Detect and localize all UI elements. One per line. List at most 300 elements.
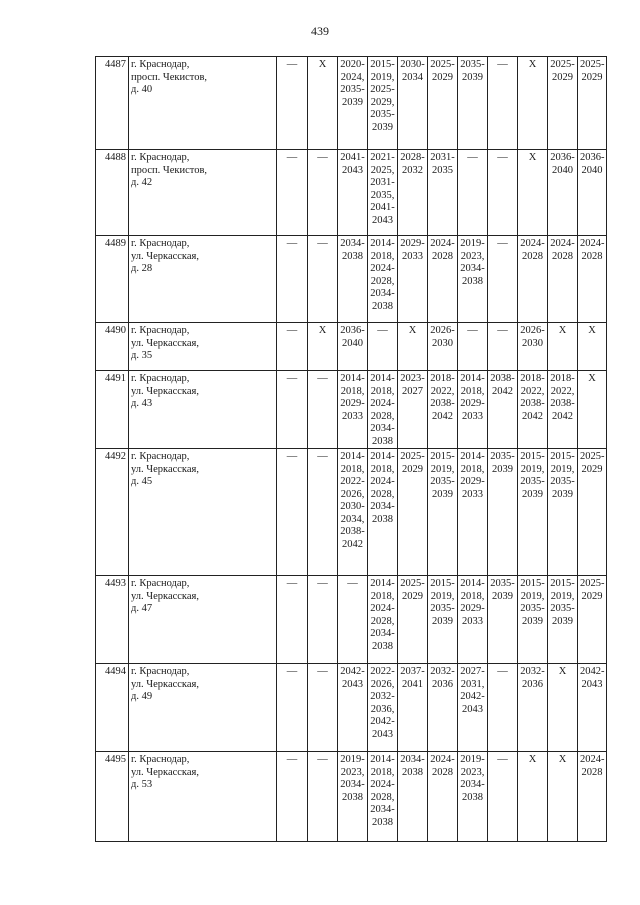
period-value: 2024-	[370, 263, 395, 274]
period-cell	[277, 371, 308, 449]
period-value: 2043	[372, 728, 393, 740]
period-value: 2014-	[340, 373, 365, 384]
period-cell	[368, 752, 398, 842]
period-value: 2014-	[460, 451, 485, 462]
address-cell	[129, 371, 277, 449]
period-value: 2014-	[370, 238, 395, 249]
period-value: 2019,	[520, 463, 545, 475]
period-value: 2029-	[400, 238, 425, 249]
period-cell	[458, 449, 488, 576]
period-value: 2034-	[460, 779, 485, 790]
period-value: 2038-	[430, 398, 455, 409]
period-value: 2024-	[550, 238, 575, 249]
period-value: 2025-	[400, 451, 425, 462]
table-row	[96, 664, 607, 752]
period-value: 2034-	[370, 423, 395, 434]
period-value: 2038	[342, 791, 363, 803]
period-value: 2042	[552, 410, 573, 422]
period-value: 2033	[462, 615, 483, 627]
period-cell	[428, 752, 458, 842]
period-value: —	[286, 238, 298, 249]
period-value: 2029	[402, 590, 423, 602]
period-value: 2033	[342, 410, 363, 422]
period-value: 2019,	[430, 463, 455, 475]
address-cell	[129, 57, 277, 150]
period-value: 2025-	[580, 451, 605, 462]
period-value: —	[347, 578, 358, 589]
period-cell	[368, 664, 398, 752]
period-value: X	[528, 59, 537, 70]
period-value: 2043	[342, 678, 363, 690]
period-cell	[518, 323, 548, 371]
address-line: д. 40	[131, 84, 153, 95]
address-line: г. Краснодар,	[131, 451, 190, 462]
period-cell	[398, 664, 428, 752]
period-value: 2029	[432, 71, 453, 83]
period-cell	[338, 576, 368, 664]
address-line: д. 28	[131, 263, 153, 274]
address-cell	[129, 323, 277, 371]
period-value: 2019,	[430, 590, 455, 602]
period-value: 2038	[372, 300, 393, 312]
period-cell	[277, 57, 308, 150]
period-value: 2036	[522, 678, 543, 690]
period-value: 2029	[402, 463, 423, 475]
period-value: 2034-	[400, 754, 425, 765]
period-value: 2035-	[460, 59, 485, 70]
period-value: 2042-	[370, 716, 395, 727]
period-value: 2040	[552, 164, 573, 176]
period-value: 2025-	[580, 59, 605, 70]
period-cell	[548, 576, 578, 664]
period-value: X	[558, 325, 567, 336]
period-value: 2019,	[520, 590, 545, 602]
address-line: г. Краснодар,	[131, 238, 190, 249]
period-value: 2035-	[520, 603, 545, 614]
period-value: 2014-	[460, 373, 485, 384]
period-cell	[548, 664, 578, 752]
period-value: 2035-	[430, 476, 455, 487]
period-value: 2023,	[460, 250, 485, 262]
period-value: 2041-	[370, 202, 395, 213]
period-value: 2043	[581, 678, 603, 690]
period-cell	[428, 449, 458, 576]
row-number: 4493	[96, 576, 129, 664]
period-cell	[368, 449, 398, 576]
period-cell	[548, 323, 578, 371]
period-value: 2018-	[520, 373, 545, 384]
period-value: 2026-	[520, 325, 545, 336]
period-value: —	[317, 238, 328, 249]
period-value: 2036,	[370, 703, 395, 715]
row-number: 4494	[96, 664, 129, 752]
period-value: 2025-	[430, 59, 455, 70]
period-value: 2029,	[370, 96, 395, 108]
period-value: 2024-	[430, 754, 455, 765]
period-value: —	[497, 325, 508, 336]
period-value: 2035-	[370, 109, 395, 120]
period-cell	[548, 236, 578, 323]
period-value: 2028,	[370, 410, 395, 422]
period-value: X	[318, 325, 327, 336]
period-cell	[308, 449, 338, 576]
period-value: 2034,	[340, 513, 365, 525]
period-value: —	[497, 238, 508, 249]
period-value: —	[317, 152, 328, 163]
period-cell	[277, 576, 308, 664]
address-line: ул. Черкасская,	[131, 590, 199, 602]
period-cell	[488, 57, 518, 150]
period-cell	[578, 323, 607, 371]
period-value: 2042	[522, 410, 543, 422]
address-line: г. Краснодар,	[131, 152, 190, 163]
address-line: д. 35	[131, 350, 153, 361]
period-value: 2028	[432, 766, 453, 778]
period-value: X	[558, 754, 567, 765]
table-row	[96, 752, 607, 842]
period-value: 2029-	[460, 603, 485, 614]
period-value: 2039	[492, 463, 513, 475]
period-value: 2039	[342, 96, 363, 108]
period-cell	[368, 57, 398, 150]
table-row	[96, 150, 607, 236]
row-number: 4489	[96, 236, 129, 323]
period-value: 2038-	[520, 398, 545, 409]
period-value: 2029	[581, 71, 603, 83]
period-value: 2038	[372, 435, 393, 447]
period-cell	[338, 150, 368, 236]
period-value: 2019,	[550, 463, 575, 475]
table-row	[96, 576, 607, 664]
period-value: 2036-	[340, 325, 365, 336]
period-cell	[398, 57, 428, 150]
period-cell	[308, 576, 338, 664]
period-cell	[308, 664, 338, 752]
period-value: —	[497, 666, 508, 677]
period-value: 2043	[342, 164, 363, 176]
period-cell	[578, 57, 607, 150]
period-cell	[368, 371, 398, 449]
table-row	[96, 57, 607, 150]
period-value: 2019,	[370, 71, 395, 83]
period-value: 2032-	[520, 666, 545, 677]
period-value: 2039	[372, 121, 393, 133]
period-value: 2018,	[370, 463, 395, 475]
period-cell	[428, 371, 458, 449]
period-value: 2029-	[340, 398, 365, 409]
period-value: 2033	[462, 488, 483, 500]
period-value: 2015-	[520, 451, 545, 462]
period-value: 2038	[372, 513, 393, 525]
period-value: 2039	[522, 488, 543, 500]
period-value: 2029	[552, 71, 573, 83]
period-value: 2018,	[370, 590, 395, 602]
address-cell	[129, 664, 277, 752]
period-cell	[368, 236, 398, 323]
address-line: г. Краснодар,	[131, 754, 190, 765]
address-line: г. Краснодар,	[131, 325, 190, 336]
period-value: 2039	[492, 590, 513, 602]
address-cell	[129, 576, 277, 664]
period-value: 2024,	[340, 71, 365, 83]
period-value: —	[317, 373, 328, 384]
address-cell	[129, 150, 277, 236]
period-value: 2015-	[430, 451, 455, 462]
period-value: 2042	[432, 410, 453, 422]
period-cell	[398, 323, 428, 371]
period-cell	[368, 576, 398, 664]
period-cell	[578, 236, 607, 323]
period-cell	[518, 371, 548, 449]
period-value: 2030	[432, 337, 453, 349]
period-value: 2043	[462, 703, 483, 715]
period-value: 2028	[552, 250, 573, 262]
period-value: —	[286, 59, 298, 70]
period-value: 2018-	[550, 373, 575, 384]
period-cell	[488, 449, 518, 576]
period-value: X	[528, 754, 537, 765]
period-cell	[398, 371, 428, 449]
period-value: 2015-	[520, 578, 545, 589]
period-value: 2022-	[340, 476, 365, 487]
address-line: просп. Чекистов,	[131, 164, 208, 176]
period-value: 2038-	[550, 398, 575, 409]
period-cell	[368, 150, 398, 236]
period-value: 2025-	[580, 578, 605, 589]
period-cell	[308, 57, 338, 150]
period-value: 2022,	[430, 385, 455, 397]
period-value: 2031-	[370, 177, 395, 188]
period-value: X	[318, 59, 327, 70]
address-line: д. 53	[131, 779, 153, 790]
period-value: 2031-	[430, 152, 455, 163]
period-value: 2022,	[520, 385, 545, 397]
period-cell	[428, 323, 458, 371]
address-line: д. 49	[131, 691, 153, 702]
period-value: 2024-	[580, 238, 605, 249]
address-line: д. 45	[131, 476, 153, 487]
period-value: 2034-	[340, 779, 365, 790]
period-value: 2024-	[370, 603, 395, 614]
period-value: 2028	[522, 250, 543, 262]
period-value: 2040	[581, 164, 603, 176]
period-cell	[548, 449, 578, 576]
address-line: ул. Черкасская,	[131, 337, 199, 349]
period-value: —	[317, 578, 328, 589]
period-cell	[338, 236, 368, 323]
period-value: 2023-	[400, 373, 425, 384]
table-row	[96, 236, 607, 323]
period-value: X	[528, 152, 537, 163]
period-cell	[548, 752, 578, 842]
period-value: —	[286, 451, 298, 462]
period-value: —	[317, 451, 328, 462]
period-value: 2043	[372, 214, 393, 226]
period-value: 2038-	[490, 373, 515, 384]
address-cell	[129, 236, 277, 323]
period-cell	[578, 449, 607, 576]
period-cell	[578, 371, 607, 449]
period-value: 2038	[372, 816, 393, 828]
period-value: 2034-	[340, 238, 365, 249]
period-cell	[488, 150, 518, 236]
period-cell	[277, 150, 308, 236]
address-line: ул. Черкасская,	[131, 463, 199, 475]
address-line: ул. Черкасская,	[131, 250, 199, 262]
period-value: 2023,	[460, 766, 485, 778]
period-value: 2033	[462, 410, 483, 422]
period-value: 2036-	[580, 152, 605, 163]
period-cell	[398, 236, 428, 323]
period-value: 2014-	[340, 451, 365, 462]
period-value: X	[408, 325, 417, 336]
period-value: 2035-	[490, 578, 515, 589]
period-value: 2042-	[460, 691, 485, 702]
period-value: 2027-	[460, 666, 485, 677]
period-cell	[518, 752, 548, 842]
period-value: 2034-	[370, 288, 395, 299]
period-value: —	[286, 754, 298, 765]
period-value: 2015-	[430, 578, 455, 589]
period-cell	[277, 664, 308, 752]
period-value: 2042	[342, 538, 363, 550]
period-value: 2018,	[370, 250, 395, 262]
period-value: 2039	[552, 615, 573, 627]
period-value: 2039	[432, 488, 453, 500]
period-value: 2035	[432, 164, 453, 176]
period-value: X	[588, 373, 596, 384]
period-cell	[518, 449, 548, 576]
period-value: 2038	[462, 275, 483, 287]
period-value: 2035,	[370, 189, 395, 201]
period-value: 2023,	[340, 766, 365, 778]
period-cell	[277, 236, 308, 323]
schedule-table	[95, 56, 607, 842]
period-value: 2025-	[370, 84, 395, 95]
period-value: X	[558, 666, 567, 677]
period-value: 2026,	[370, 678, 395, 690]
period-value: 2029-	[460, 398, 485, 409]
period-value: 2015-	[370, 59, 395, 70]
period-value: 2038	[372, 640, 393, 652]
address-line: ул. Черкасская,	[131, 385, 199, 397]
period-value: 2025-	[550, 59, 575, 70]
period-value: 2018,	[460, 385, 485, 397]
address-cell	[129, 449, 277, 576]
period-cell	[308, 323, 338, 371]
period-value: 2014-	[370, 373, 395, 384]
period-value: 2034-	[370, 804, 395, 815]
period-value: 2021-	[370, 152, 395, 163]
address-line: г. Краснодар,	[131, 578, 190, 589]
period-value: 2042	[492, 385, 513, 397]
period-cell	[277, 323, 308, 371]
address-line: д. 43	[131, 398, 153, 409]
period-value: 2039	[462, 71, 483, 83]
period-value: 2018,	[460, 463, 485, 475]
row-number: 4491	[96, 371, 129, 449]
period-cell	[368, 323, 398, 371]
period-value: —	[317, 754, 328, 765]
period-value: —	[317, 666, 328, 677]
period-value: 2019,	[550, 590, 575, 602]
period-value: 2028	[432, 250, 453, 262]
period-value: 2028,	[370, 615, 395, 627]
period-cell	[277, 449, 308, 576]
period-cell	[458, 752, 488, 842]
period-value: 2031,	[460, 678, 485, 690]
page-number: 439	[311, 24, 329, 38]
address-line: ул. Черкасская,	[131, 766, 199, 778]
period-value: 2028	[581, 766, 603, 778]
period-value: 2014-	[460, 578, 485, 589]
address-line: г. Краснодар,	[131, 59, 190, 70]
period-value: 2033	[402, 250, 423, 262]
period-cell	[518, 664, 548, 752]
period-value: 2018,	[340, 385, 365, 397]
period-value: 2039	[552, 488, 573, 500]
period-value: 2035-	[490, 451, 515, 462]
period-value: —	[497, 754, 508, 765]
period-value: 2018-	[430, 373, 455, 384]
table-row	[96, 323, 607, 371]
period-cell	[338, 371, 368, 449]
period-value: 2039	[522, 615, 543, 627]
period-value: 2038	[402, 766, 423, 778]
address-line: г. Краснодар,	[131, 666, 190, 677]
period-cell	[458, 236, 488, 323]
period-value: 2024-	[520, 238, 545, 249]
period-cell	[578, 576, 607, 664]
period-value: 2019-	[340, 754, 365, 765]
period-value: —	[286, 666, 298, 677]
address-line: д. 47	[131, 603, 153, 614]
period-cell	[428, 236, 458, 323]
period-cell	[277, 752, 308, 842]
row-number: 4487	[96, 57, 129, 150]
period-value: 2036	[432, 678, 453, 690]
period-value: 2032-	[430, 666, 455, 677]
period-value: 2041	[402, 678, 423, 690]
period-value: 2035-	[550, 476, 575, 487]
period-value: 2037-	[400, 666, 425, 677]
period-value: 2026-	[430, 325, 455, 336]
period-value: 2030-	[340, 501, 365, 512]
period-cell	[398, 576, 428, 664]
period-value: 2022-	[370, 666, 395, 677]
period-value: 2029-	[460, 476, 485, 487]
period-cell	[548, 371, 578, 449]
row-number: 4490	[96, 323, 129, 371]
period-value: 2030	[522, 337, 543, 349]
row-number: 4488	[96, 150, 129, 236]
period-value: 2041-	[340, 152, 365, 163]
period-value: 2032-	[370, 691, 395, 702]
period-cell	[308, 150, 338, 236]
period-value: 2024-	[370, 476, 395, 487]
period-value: 2035-	[550, 603, 575, 614]
address-line: просп. Чекистов,	[131, 71, 208, 83]
period-value: —	[497, 59, 508, 70]
period-value: 2029	[581, 463, 603, 475]
period-cell	[308, 236, 338, 323]
period-value: 2024-	[370, 779, 395, 790]
address-line: ул. Черкасская,	[131, 678, 199, 690]
period-value: 2024-	[370, 398, 395, 409]
period-value: 2025,	[370, 164, 395, 176]
period-cell	[488, 371, 518, 449]
period-cell	[428, 576, 458, 664]
